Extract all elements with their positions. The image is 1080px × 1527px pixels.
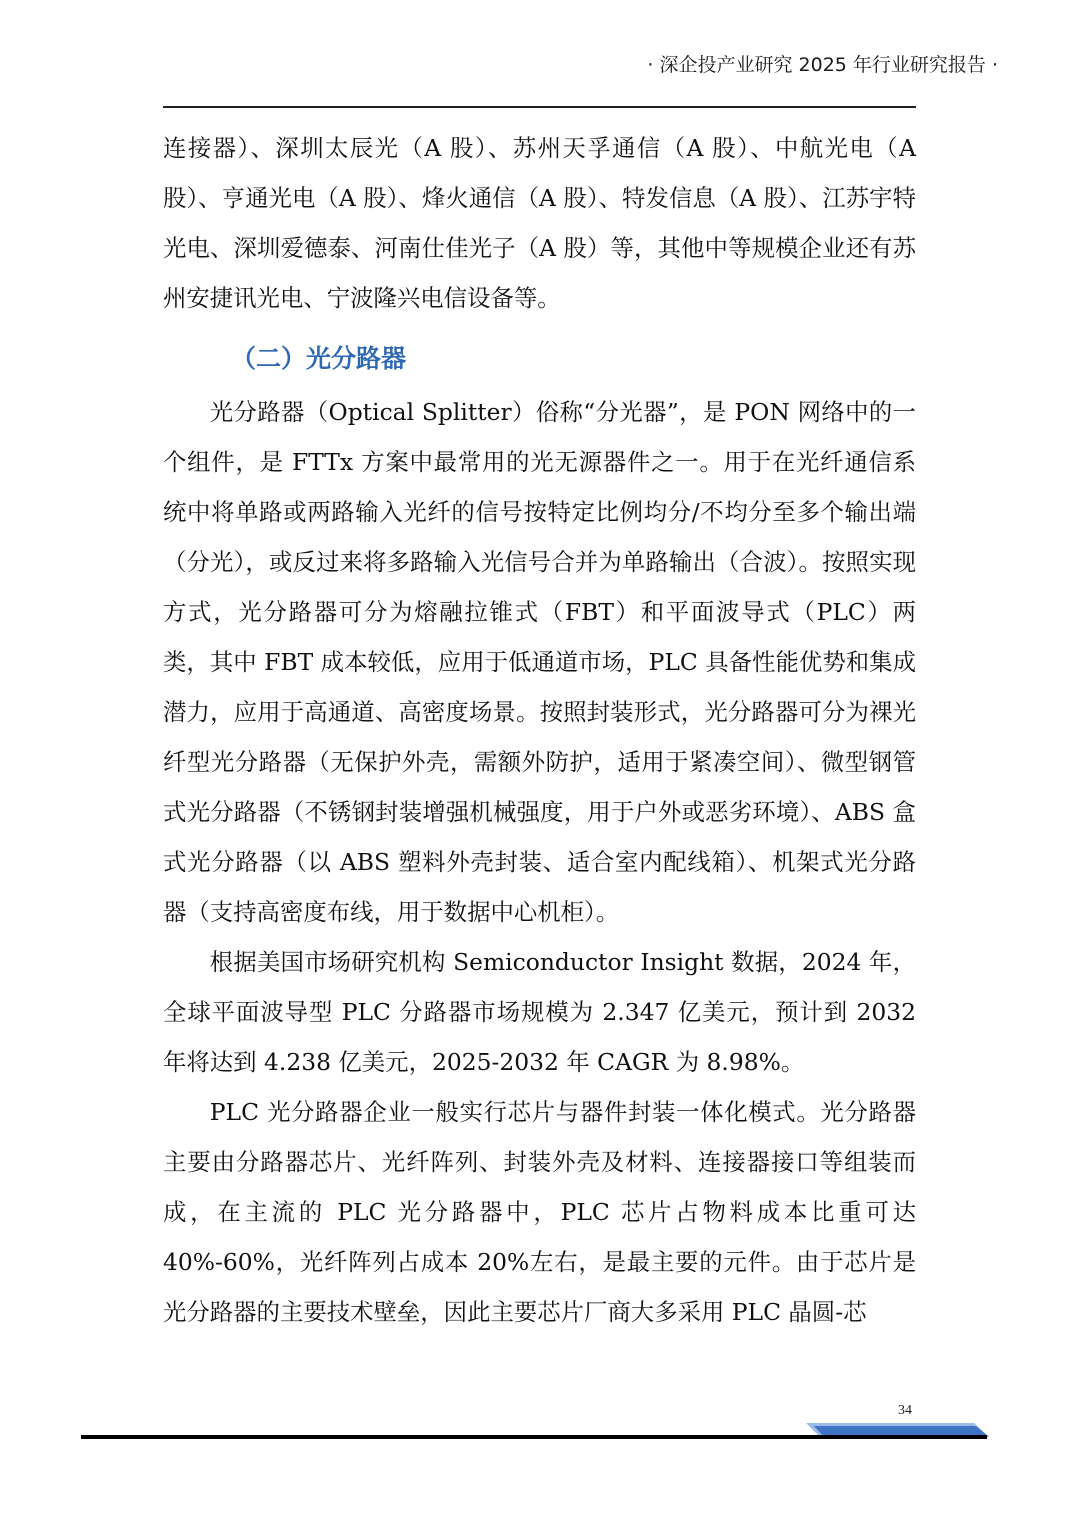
page-number: 34 xyxy=(898,1403,912,1418)
section-heading: （二）光分路器 xyxy=(231,344,407,373)
paragraph-industry: PLC 光分路器企业一般实行芯片与器件封装一体化模式。光分路器主要由分路器芯片、光纤阵列、封装外壳及材料、连接器接口等组装而成，在主流的 PLC 光分路器中，PLC 芯片占物料成本比重可达 40%-60%，光纤阵列占成本 20%左右，是最主要的元件。由于芯片是光分路器的主要技术壁垒，因此主要芯片厂商大多采用 PLC 晶圆-芯 xyxy=(163,1098,916,1326)
paragraph-definition: 光分路器（Optical Splitter）俗称“分光器”，是 PON 网络中的一个组件，是 FTTx 方案中最常用的光无源器件之一。用于在光纤通信系统中将单路或两路输入光纤的信号按特定比例均分/不均分至多个输出端（分光），或反过来将多路输入光信号合并为单路输出（合波）。按照实现方式，光分路器可分为熔融拉锥式（FBT）和平面波导式（PLC）两类，其中 FBT 成本较低，应用于低通道市场，PLC 具备性能优势和集成潜力，应用于高通道、高密度场景。按照封装形式，光分路器可分为裸光纤型光分路器（无保护外壳，需额外防护，适用于紧凑空间）、微型钢管式光分路器（不锈钢封装增强机械强度，用于户外或恶劣环境）、ABS 盒式光分路器（以 ABS 塑料外壳封装、适合室内配线箱）、机架式光分路器（支持高密度布线，用于数据中心机柜）。 xyxy=(163,398,916,926)
footer-divider xyxy=(81,1435,987,1439)
header-divider xyxy=(163,106,916,108)
paragraph-intro: 连接器）、深圳太辰光（A 股）、苏州天孚通信（A 股）、中航光电（A 股）、亨通光电（A 股）、烽火通信（A 股）、特发信息（A 股）、江苏宇特光电、深圳爱德泰、河南仕佳光子（A 股）等，其他中等规模企业还有苏州安捷讯光电、宁波隆兴电信设备等。 xyxy=(163,134,916,312)
running-header-title: · 深企投产业研究 2025 年行业研究报告 · xyxy=(647,54,998,76)
paragraph-market: 根据美国市场研究机构 Semiconductor Insight 数据，2024 年，全球平面波导型 PLC 分路器市场规模为 2.347 亿美元，预计到 2032 年将达到 4.238 亿美元，2025-2032 年 CAGR 为 8.98%。 xyxy=(163,948,916,1076)
page-body xyxy=(163,123,916,1337)
